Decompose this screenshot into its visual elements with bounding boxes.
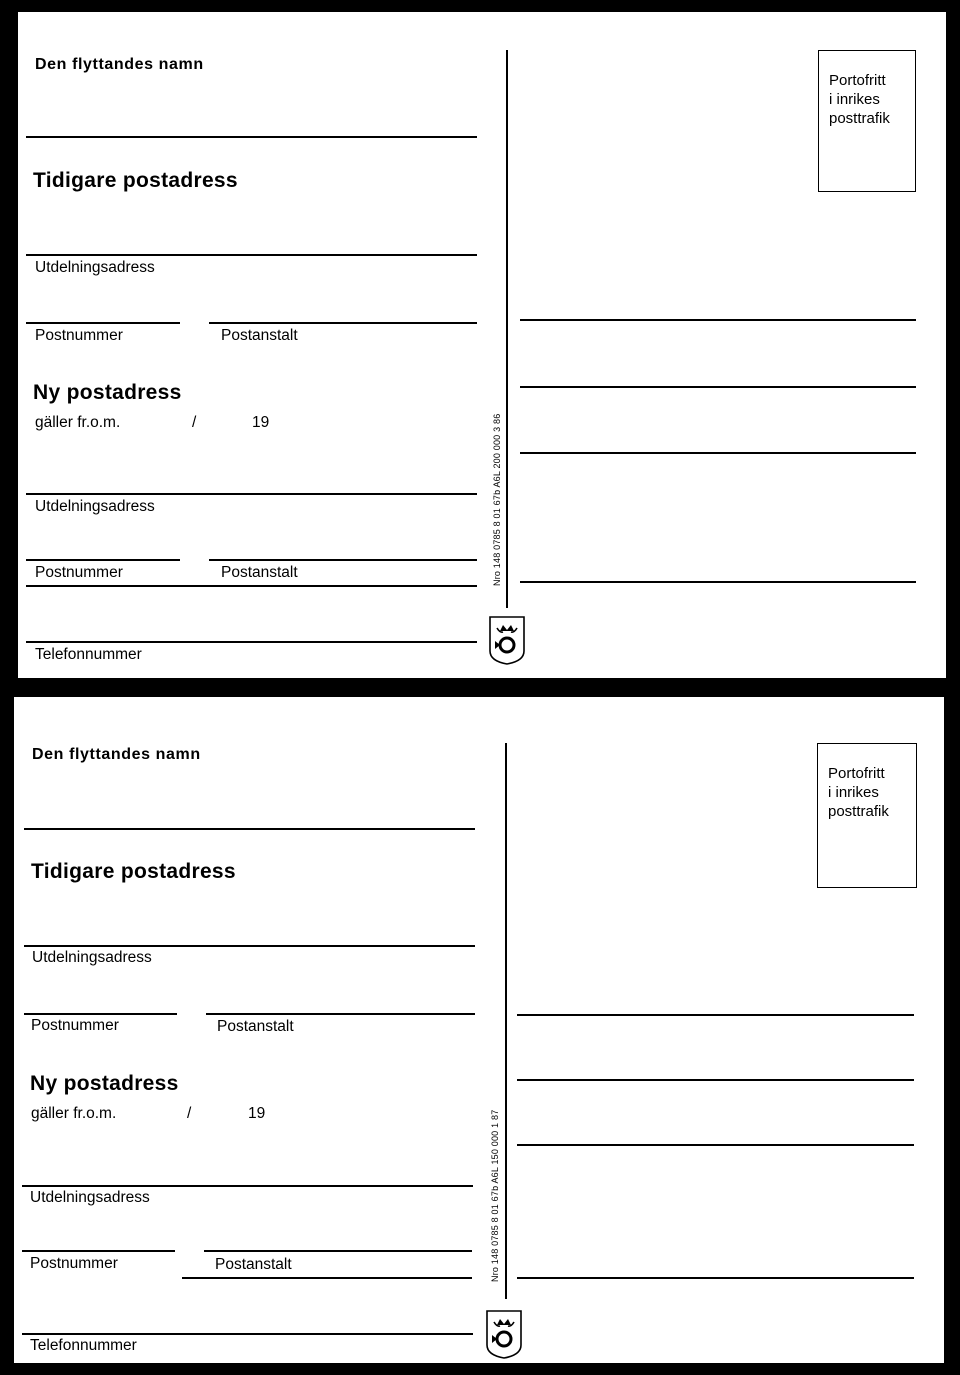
print-code: Nro 148 0785 8 01 67b A6L 150 000 1 87 bbox=[490, 1109, 500, 1282]
valid-from-label: gäller fr.o.m. bbox=[35, 414, 121, 431]
new-postcode-label: Postnummer bbox=[35, 564, 123, 581]
postage-free-box bbox=[817, 743, 917, 888]
new-delivery-label: Utdelningsadress bbox=[35, 498, 155, 515]
stamp-line: Portofritt bbox=[828, 765, 885, 782]
stamp-line: i inrikes bbox=[829, 91, 880, 108]
previous-postoffice-label: Postanstalt bbox=[217, 1018, 294, 1035]
previous-delivery-label: Utdelningsadress bbox=[35, 259, 155, 276]
previous-line-1[interactable] bbox=[24, 945, 475, 947]
date-slash: / bbox=[187, 1105, 192, 1122]
new-address-heading: Ny postadress bbox=[30, 1072, 179, 1095]
year-prefix: 19 bbox=[248, 1105, 266, 1122]
posthorn-crown-icon bbox=[488, 615, 526, 665]
recipient-line-4[interactable] bbox=[517, 1277, 914, 1279]
name-line[interactable] bbox=[26, 136, 477, 138]
new-postoffice-label: Postanstalt bbox=[215, 1256, 292, 1273]
phone-line[interactable] bbox=[22, 1333, 473, 1335]
new-delivery-label: Utdelningsadress bbox=[30, 1189, 150, 1206]
previous-postcode-line[interactable] bbox=[26, 322, 180, 324]
center-divider bbox=[505, 743, 507, 1299]
stamp-line: posttrafik bbox=[828, 803, 889, 820]
new-address-bottom-line[interactable] bbox=[182, 1277, 472, 1279]
previous-postoffice-label: Postanstalt bbox=[221, 327, 298, 344]
mover-name-label: Den flyttandes namn bbox=[32, 746, 201, 763]
new-postcode-line[interactable] bbox=[26, 559, 180, 561]
new-address-bottom-line[interactable] bbox=[26, 585, 477, 587]
mover-name-label: Den flyttandes namn bbox=[35, 56, 204, 73]
recipient-line-2[interactable] bbox=[520, 386, 916, 388]
print-code: Nro 148 0785 8 01 67b A6L 200 000 3 86 bbox=[492, 413, 502, 586]
previous-postoffice-line[interactable] bbox=[206, 1013, 475, 1015]
name-line[interactable] bbox=[24, 828, 475, 830]
recipient-line-4[interactable] bbox=[520, 581, 916, 583]
new-postoffice-line[interactable] bbox=[204, 1250, 472, 1252]
postcard-top bbox=[18, 12, 946, 678]
previous-address-heading: Tidigare postadress bbox=[31, 860, 236, 883]
postage-free-box bbox=[818, 50, 916, 192]
stamp-line: posttrafik bbox=[829, 110, 890, 127]
stamp-line: i inrikes bbox=[828, 784, 879, 801]
recipient-line-1[interactable] bbox=[520, 319, 916, 321]
new-postoffice-label: Postanstalt bbox=[221, 564, 298, 581]
phone-label: Telefonnummer bbox=[30, 1337, 137, 1354]
new-address-heading: Ny postadress bbox=[33, 381, 182, 404]
previous-postoffice-line[interactable] bbox=[209, 322, 477, 324]
previous-line-1[interactable] bbox=[26, 254, 477, 256]
new-postoffice-line[interactable] bbox=[209, 559, 477, 561]
recipient-line-3[interactable] bbox=[517, 1144, 914, 1146]
date-slash: / bbox=[192, 414, 197, 431]
previous-postcode-label: Postnummer bbox=[31, 1017, 119, 1034]
previous-postcode-line[interactable] bbox=[24, 1013, 177, 1015]
recipient-line-3[interactable] bbox=[520, 452, 916, 454]
previous-address-heading: Tidigare postadress bbox=[33, 169, 238, 192]
previous-delivery-label: Utdelningsadress bbox=[32, 949, 152, 966]
new-line-1[interactable] bbox=[26, 493, 477, 495]
phone-label: Telefonnummer bbox=[35, 646, 142, 663]
year-prefix: 19 bbox=[252, 414, 270, 431]
new-postcode-label: Postnummer bbox=[30, 1255, 118, 1272]
center-divider bbox=[506, 50, 508, 608]
new-postcode-line[interactable] bbox=[22, 1250, 175, 1252]
new-line-1[interactable] bbox=[22, 1185, 473, 1187]
posthorn-crown-icon bbox=[485, 1309, 523, 1359]
phone-line[interactable] bbox=[26, 641, 477, 643]
postcard-bottom bbox=[14, 697, 944, 1363]
previous-postcode-label: Postnummer bbox=[35, 327, 123, 344]
stamp-line: Portofritt bbox=[829, 72, 886, 89]
recipient-line-1[interactable] bbox=[517, 1014, 914, 1016]
valid-from-label: gäller fr.o.m. bbox=[31, 1105, 117, 1122]
recipient-line-2[interactable] bbox=[517, 1079, 914, 1081]
